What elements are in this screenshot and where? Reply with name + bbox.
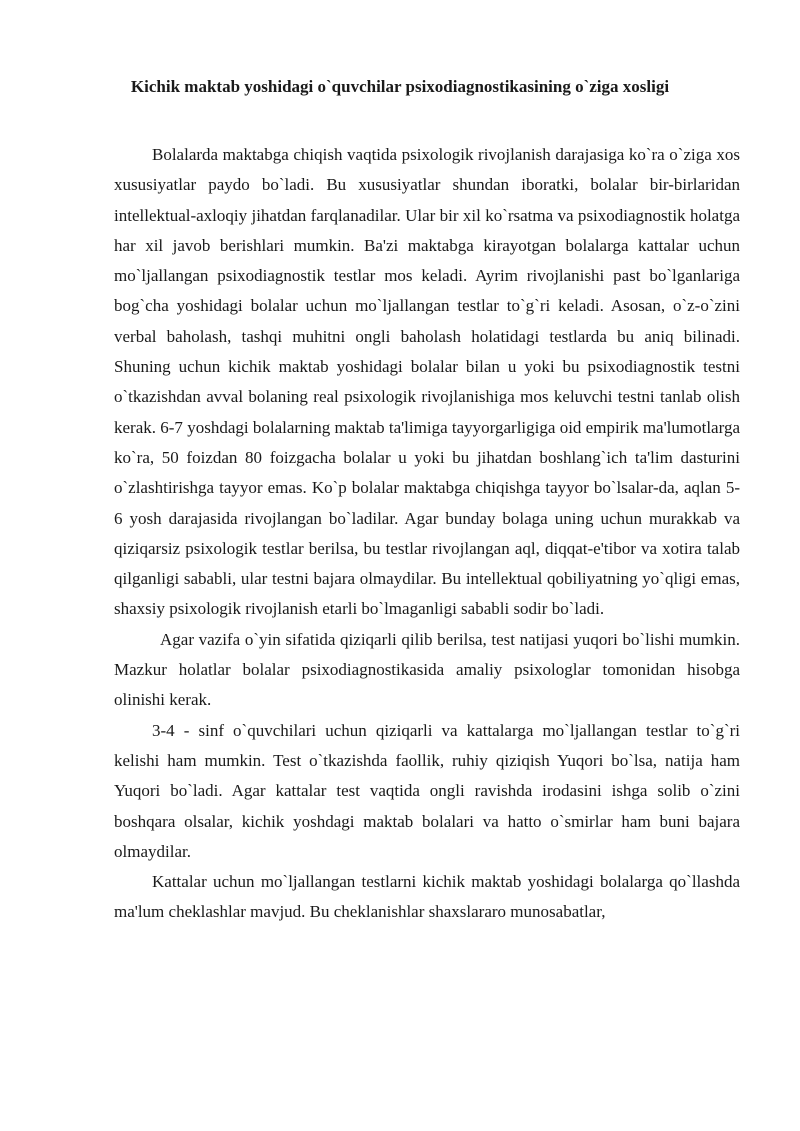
paragraph-grade-3-4: 3-4 - sinf o`quvchilari uchun qiziqarli va kattalarga mo`ljallangan testlar to`g`ri kelishi ham mumkin. Test o`tkazishda faollik, ruhiy qiziqish Yuqori bo`lsa, natija ham Yuqori bo`ladi. Agar kattalar test vaqtida ongli ravishda irodasini ishga solib o`zini boshqara olsalar, kichik yoshdagi maktab bolalari va hatto o`smirlar ham buni bajara olmaydilar. <box>114 720 740 861</box>
paragraph-adult-tests-limits: Kattalar uchun mo`ljallangan testlarni kichik maktab yoshidagi bolalarga qo`llashda ma'lum cheklashlar mavjud. Bu cheklanishlar shaxslararo munosabatlar, <box>114 872 740 922</box>
document-title: Kichik maktab yoshidagi o`quvchilar psixodiagnostikasining o`ziga xosligi <box>130 77 670 96</box>
paragraph-school-readiness: Bolalarda maktabga chiqish vaqtida psixologik rivojlanish darajasiga ko`ra o`ziga xos xususiyatlar paydo bo`ladi. Bu xususiyatlar shundan iboratki, bolalar bir-birlaridan intellektual-axloqiy jihatdan farqlanadilar. Ular bir xil ko`rsatma va psixodiagnostik holatga har xil javob berishlari mumkin. Ba'zi maktabga kirayotgan bolalarga kattalar uchun mo`ljallangan psixodiagnostik testlar mos keladi. Ayrim rivojlanishi past bo`lganlariga bog`cha yoshidagi bolalar uchun mo`ljallangan testlar to`g`ri keladi. Asosan, o`z-o`zini verbal baholash, tashqi muhitni ongli baholash holatidagi testlarda bu aniq bilinadi. Shuning uchun kichik maktab yoshidagi bolalar bilan u yoki bu psixodiagnostik testni o`tkazishdan avval bolaning real psixologik rivojlanishiga mos keluvchi testni tanlab olish kerak. 6-7 yoshdagi bolalarning maktab ta'limiga tayyorgarligiga oid empirik ma'lumotlarga ko`ra, 50 foizdan 80 foizgacha bolalar u yoki bu jihatdan boshlang`ich ta'lim dasturini o`zlashtirishga tayyor emas. Ko`p bolalar maktabga chiqishga tayyor bo`lsalar-da, aqlan 5-6 yosh darajasida rivojlangan bo`ladilar. Agar bunday bolaga uning uchun murakkab va qiziqarsiz psixologik testlar berilsa, bu testlar rivojlangan aql, diqqat-e'tibor va xotira talab qilganligi sababli, ular testni bajara olmaydilar. Bu intellektual qobiliyatning yo`qligi emas, shaxsiy psixologik rivojlanish etarli bo`lmaganligi sababli sodir bo`ladi. <box>114 145 740 619</box>
paragraph-game-task: Agar vazifa o`yin sifatida qiziqarli qilib berilsa, test natijasi yuqori bo`lishi mumkin. Mazkur holatlar bolalar psixodiagnostikasida amaliy psixologlar tomonidan hisobga olinishi kerak. <box>114 629 740 710</box>
document-body <box>114 140 740 928</box>
